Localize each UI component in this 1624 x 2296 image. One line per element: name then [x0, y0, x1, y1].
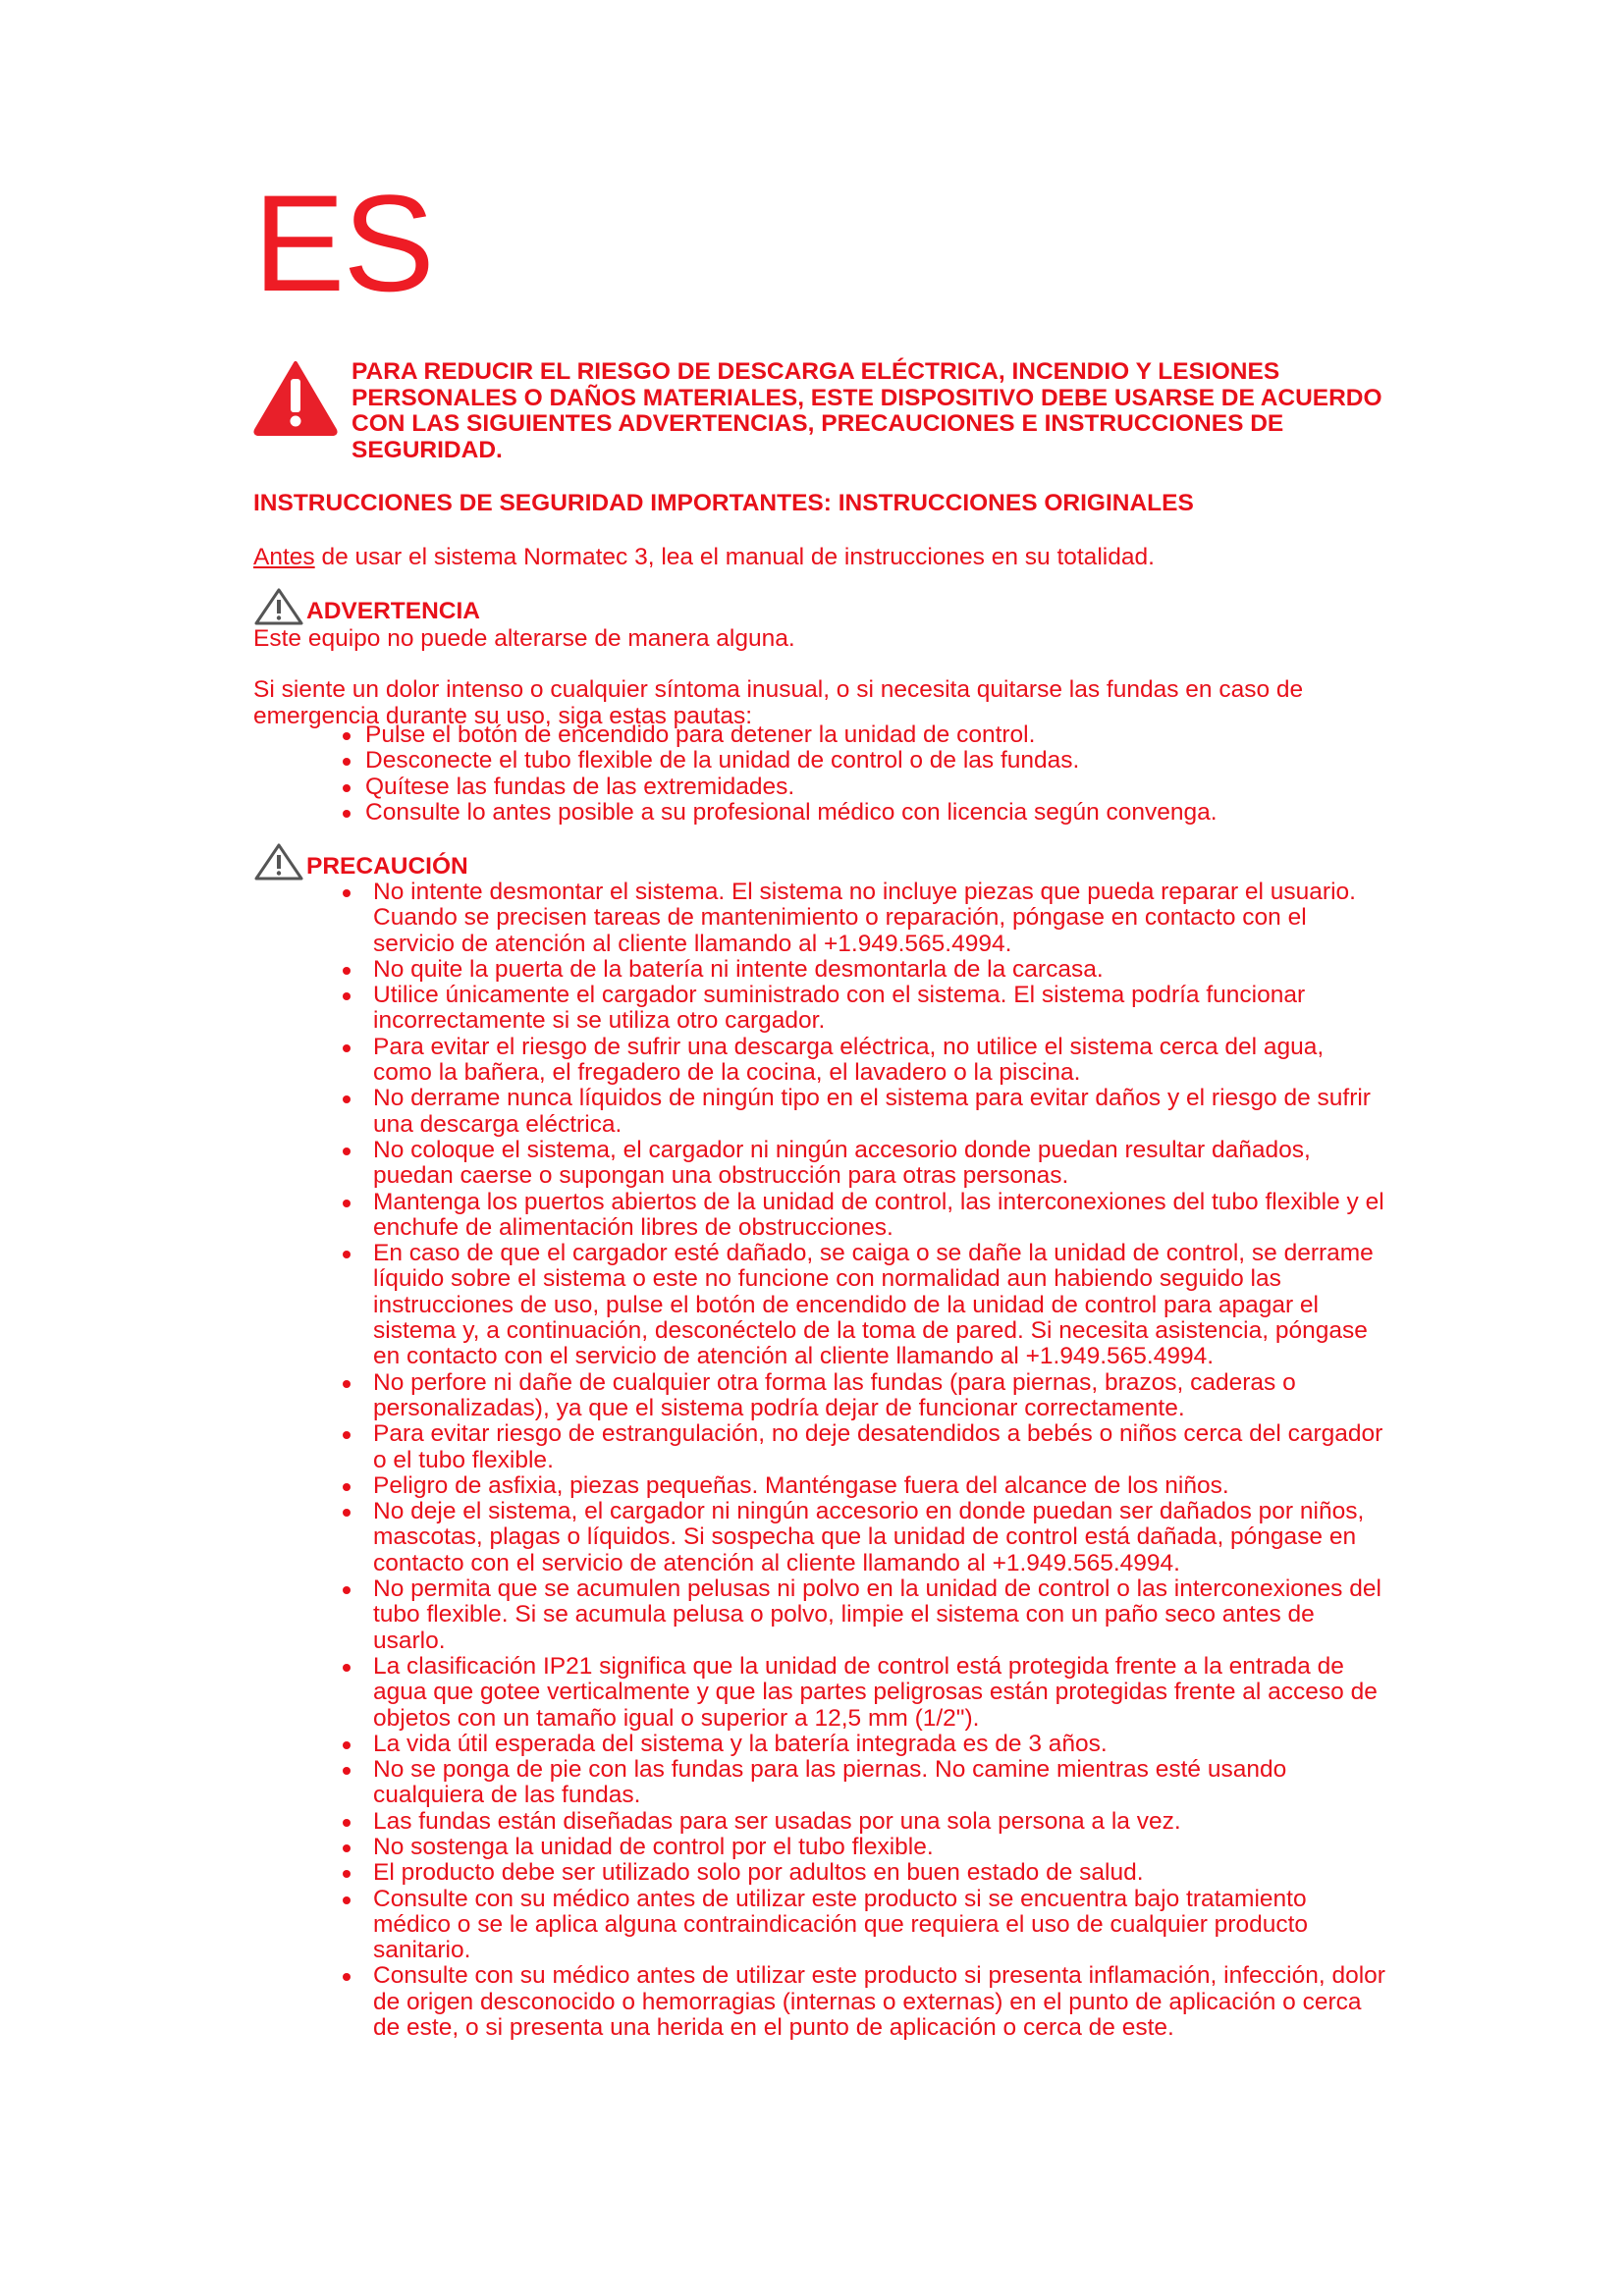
list-item: Desconecte el tubo flexible de la unidad de control o de las fundas.: [365, 748, 1367, 774]
bullet-icon: [343, 1380, 351, 1388]
bullet-icon: [343, 1200, 351, 1207]
list-item: No se ponga de pie con las fundas para las piernas. No camine mientras esté usando cualquiera de las fundas.: [365, 1757, 1386, 1809]
list-item: Consulte con su médico antes de utilizar este producto si presenta inflamación, infección, dolor de origen desconocido o hemorragias (internas o externas) en el punto de aplicación o cerca de este, o si presenta una herida en el punto de aplicación o cerca de este.: [365, 1963, 1386, 2041]
bullet-icon: [343, 758, 351, 766]
list-item: Pulse el botón de encendido para detener la unidad de control.: [365, 722, 1367, 748]
advertencia-line-1: Este equipo no puede alterarse de manera alguna.: [253, 625, 795, 652]
bullet-icon: [343, 784, 351, 792]
bullet-icon: [343, 1483, 351, 1491]
advertencia-list: [365, 722, 1367, 826]
bullet-icon: [343, 1896, 351, 1904]
precaucion-title-row: [253, 842, 468, 881]
list-item: No derrame nunca líquidos de ningún tipo en el sistema para evitar daños y el riesgo de sufrir una descarga eléctrica.: [365, 1086, 1386, 1138]
advertencia-title-row: [253, 587, 1432, 626]
bullet-icon: [343, 1431, 351, 1439]
bullet-icon: [343, 1844, 351, 1852]
list-item: No permita que se acumulen pelusas ni polvo en la unidad de control o las interconexiones del tubo flexible. Si se acumula pelusa o polvo, limpie el sistema con un paño seco antes de usarlo.: [365, 1576, 1386, 1654]
list-item: Consulte con su médico antes de utilizar este producto si se encuentra bajo tratamiento médico o se le aplica alguna contraindicación que requiera el uso de cualquier producto sanitario.: [365, 1887, 1386, 1964]
list-item: Utilice únicamente el cargador suministrado con el sistema. El sistema podría funcionar incorrectamente si se utiliza otro cargador.: [365, 983, 1386, 1035]
list-item: Para evitar riesgo de estrangulación, no deje desatendidos a bebés o niños cerca del cargador o el tubo flexible.: [365, 1421, 1386, 1473]
list-item: No intente desmontar el sistema. El sistema no incluye piezas que pueda reparar el usuario. Cuando se precisen tareas de mantenimiento o reparación, póngase en contacto con el servicio de atención al cliente llamando al +1.949.565.4994.: [365, 880, 1386, 957]
language-code: ES: [253, 166, 433, 320]
bullet-icon: [343, 992, 351, 1000]
bullet-icon: [343, 1095, 351, 1103]
warning-triangle-outline-icon: [253, 587, 304, 626]
list-item: No quite la puerta de la batería ni intente desmontarla de la carcasa.: [365, 957, 1386, 983]
precaucion-section: [253, 842, 468, 881]
bullet-icon: [343, 1870, 351, 1878]
warning-triangle-outline-icon: [253, 842, 304, 881]
bullet-icon: [343, 967, 351, 975]
list-item: En caso de que el cargador esté dañado, se caiga o se dañe la unidad de control, se derrame líquido sobre el sistema o este no funcione con normalidad aun habiendo seguido las instrucciones de uso, pulse el botón de encendido de la unidad de control para apagar el sistema y, a continuación, desconéctelo de la toma de pared. Si necesita asistencia, póngase en contacto con el servicio de atención al cliente llamando al +1.949.565.4994.: [365, 1241, 1386, 1369]
list-item: Las fundas están diseñadas para ser usadas por una sola persona a la vez.: [365, 1809, 1386, 1835]
bullet-icon: [343, 1044, 351, 1052]
bullet-icon: [343, 1586, 351, 1594]
intro-rest: de usar el sistema Normatec 3, lea el manual de instrucciones en su totalidad.: [314, 544, 1155, 570]
list-item: La clasificación IP21 significa que la unidad de control está protegida frente a la entrada de agua que gotee verticalmente y que las partes peligrosas están protegidas frente al acceso de objetos con un tamaño igual o superior a 12,5 mm (1/2").: [365, 1654, 1386, 1732]
bullet-icon: [343, 1251, 351, 1258]
intro-first-word: Antes: [253, 544, 315, 570]
list-item: Consulte lo antes posible a su profesional médico con licencia según convenga.: [365, 800, 1367, 826]
bullet-icon: [343, 1741, 351, 1749]
list-item: No sostenga la unidad de control por el tubo flexible.: [365, 1835, 1386, 1860]
bullet-icon: [343, 1819, 351, 1827]
list-item: Quítese las fundas de las extremidades.: [365, 774, 1367, 800]
advertencia-title: ADVERTENCIA: [306, 598, 480, 624]
bullet-icon: [343, 889, 351, 897]
advertencia-line-2: Si siente un dolor intenso o cualquier síntoma inusual, o si necesita quitarse las fundas en caso de emergencia durante su uso, siga estas pautas:: [253, 676, 1304, 729]
intro-paragraph: [253, 543, 1155, 572]
advertencia-section: [253, 587, 1432, 729]
precaucion-list: [365, 880, 1386, 2041]
list-item: No deje el sistema, el cargador ni ningún accesorio en donde puedan ser dañados por niños, mascotas, plagas o líquidos. Si sospecha que la unidad de control está dañada, póngase en contacto con el servicio de atención al cliente llamando al +1.949.565.4994.: [365, 1499, 1386, 1576]
list-item: La vida útil esperada del sistema y la batería integrada es de 3 años.: [365, 1732, 1386, 1757]
list-item: Para evitar el riesgo de sufrir una descarga eléctrica, no utilice el sistema cerca del agua, como la bañera, el fregadero de la cocina, el lavadero o la piscina.: [365, 1035, 1386, 1087]
bullet-icon: [343, 1148, 351, 1155]
list-item: No perfore ni dañe de cualquier otra forma las fundas (para piernas, brazos, caderas o personalizadas), ya que el sistema podría dejar de funcionar correctamente.: [365, 1370, 1386, 1422]
list-item: El producto debe ser utilizado solo por adultos en buen estado de salud.: [365, 1860, 1386, 1886]
list-item: No coloque el sistema, el cargador ni ningún accesorio donde puedan resultar dañados, puedan caerse o supongan una obstrucción para otras personas.: [365, 1138, 1386, 1190]
bullet-icon: [343, 1767, 351, 1775]
bullet-icon: [343, 732, 351, 740]
warning-triangle-red-icon: [253, 359, 338, 436]
section-heading: INSTRUCCIONES DE SEGURIDAD IMPORTANTES: INSTRUCCIONES ORIGINALES: [253, 490, 1194, 516]
precaucion-title: PRECAUCIÓN: [306, 853, 468, 880]
list-item: Mantenga los puertos abiertos de la unidad de control, las interconexiones del tubo flexible y el enchufe de alimentación libres de obstrucciones.: [365, 1190, 1386, 1242]
bullet-icon: [343, 1973, 351, 1981]
warning-banner-text: PARA REDUCIR EL RIESGO DE DESCARGA ELÉCTRICA, INCENDIO Y LESIONES PERSONALES O DAÑOS MATERIALES, ESTE DISPOSITIVO DEBE USARSE DE ACUERDO CON LAS SIGUIENTES ADVERTENCIAS, PRECAUCIONES E INSTRUCCIONES DE SEGURIDAD.: [352, 358, 1382, 463]
bullet-icon: [343, 810, 351, 818]
bullet-icon: [343, 1509, 351, 1517]
bullet-icon: [343, 1664, 351, 1672]
list-item: Peligro de asfixia, piezas pequeñas. Manténgase fuera del alcance de los niños.: [365, 1473, 1386, 1499]
